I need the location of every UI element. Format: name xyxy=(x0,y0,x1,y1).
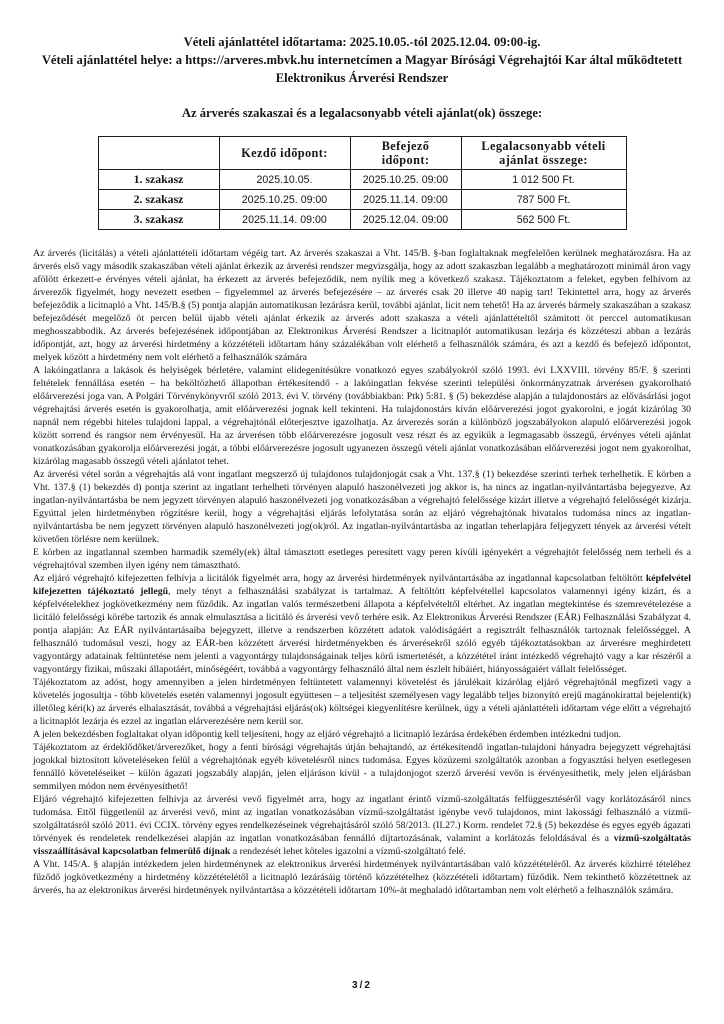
table-row xyxy=(98,170,626,190)
paragraph xyxy=(33,676,691,728)
page-number: 3/2 xyxy=(352,980,372,991)
paragraph xyxy=(33,247,691,364)
table-cell: 3. szakasz xyxy=(98,210,219,230)
table-cell: 562 500 Ft. xyxy=(461,210,626,230)
table-cell: 1. szakasz xyxy=(98,170,219,190)
text-run: A lakóingatlanra a lakások és helyiségek bérletére, valamint elidegenítésükre vonatkozó egyes szabályokról szóló 1993. évi LXXVIII. törvény 85/F. § szerinti feltételek fennállása esetén – ha beköltözhető állapotban értékesítendő - a lakóingatlan fekvése szerinti települési önkormányzatnak árverésen gyakorolható előárverezési joga van. A Polgári Törvénykönyvről szóló 2013. évi V. törvény (továbbiakban: Ptk) 5:81. § (5) bekezdése alapján a tulajdonostárs az elővásárlási jogot végrehajtási árverés esetén is gyakorolhatja, amit előárverezési jognak kell tekinteni. Ha tulajdonostárs kíván előárverezési jogot gyakorolni, e jogát kizárólag 30 napnál nem régebbi hiteles tulajdoni lappal, a végrehajtónál előterjesztve igazolhatja. Az árverezés során a különböző jogszabályokon alapuló előárverezési jogok között sorrend és rangsor nem érvényesül. Ha az árverésen több előárverezésre jogosult vesz részt és az egyikük a legmagasabb összegű, érvényes vételi ajánlat vonatkozásában gyakorolja előárverezési jogát, a többi előárverezésre jogosult ugyanezen összegű vételi ajánlat vonatkozásában előárverezési jogot nem gyakorolhat, kizárólag magasabb összegű vételi ajánlatot tehet. xyxy=(33,365,691,467)
table-header-row xyxy=(98,137,626,170)
paragraph xyxy=(33,793,691,858)
paragraph xyxy=(33,546,691,572)
table-cell: 1 012 500 Ft. xyxy=(461,170,626,190)
table-cell: 787 500 Ft. xyxy=(461,190,626,210)
table-cell: 2025.12.04. 09:00 xyxy=(350,210,461,230)
text-run: , mely tényt a felhasználási szabályzat is tartalmaz. A feltöltött képfelvétellel kapcsolatos valamennyi igény kizárt, és a képfelvételekhez jogkövetkezmény nem fűződik. Az ingatlan valós természetbeni állapota a képfelvételtől eltérhet. Az ingatlan megtekintése és szemrevételezése a licitáló felelősségi körébe tartozik és annak elmulasztása a licitáló és árverési vevő terhére esik. Az Elektronikus Árverési Rendszer (EÁR) Felhasználási Szabályzat 4. pontja alapján: Az EÁR nyilvántartásaiba bejegyzett, illetve a rendszerben közzétett adatok valódiságáért a regisztrált felhasználók tartoznak felelősséggel. A felhasználó tudomásul veszi, hogy az EÁR-ben közzétett árverési hirdetményekben és árverésekről szóló egyéb tájékoztatásokban az árverésre meghirdetett vagyontárgy adatainak feltüntetése nem jelenti a vagyontárgy tulajdonságainak teljes körű ismertetését, a közzététel iránt intézkedő végrehajtó vagy a kar részéről a vagyontárgy fizikai, műszaki állapotáért, minőségéért, továbbá a vagyontárgy felhasználó által nem észlelt hibáiért, hiányosságaiért vállalt felelősséget. xyxy=(33,586,691,675)
table-cell: 2025.11.14. 09:00 xyxy=(219,210,350,230)
table-header-cell: Befejező időpont: xyxy=(350,137,461,170)
table-header-cell xyxy=(98,137,219,170)
text-run: Az eljáró végrehajtó kifejezetten felhívja a licitálók figyelmét arra, hogy az árverési hirdetmények nyilvántartásába az ingatlannal kapcsolatban feltöltött xyxy=(33,573,646,584)
body-text xyxy=(33,247,691,897)
text-run: E körben az ingatlannal szemben harmadik személy(ek) által támasztott esetleges peresített vagy peren kívüli igényekért a végrehajtót felelősség nem terheli és a végrehajtóval szemben ilyen igény nem támasztható. xyxy=(33,547,691,571)
text-run: A Vht. 145/A. § alapján intézkedem jelen hirdetménynek az elektronikus árverési hirdetmények nyilvántartásában való közzétételéről. Az árverés közhirré tételéhez fűződő jogkövetkezmény a hirdetmény közzétételétől a licitnapló lezárásáig történő közzétételhez (közzétételi időtartam) fűződik. Nem tekinthető közzétettnek az árverés, ha az elektronikus árverési hirdetmények nyilvántartása a közzétételi időtartam 10%-át meghaladó időtartamban nem volt elérhető a felhasználók számára. xyxy=(33,859,691,896)
text-run: a rendezését lehet köteles igazolni a vízmű-szolgáltató felé. xyxy=(230,846,466,857)
table-header-cell: Kezdő időpont: xyxy=(219,137,350,170)
table-cell: 2025.10.05. xyxy=(219,170,350,190)
document-header xyxy=(36,0,688,87)
paragraph xyxy=(33,728,691,741)
text-run: Az árverés (licitálás) a vételi ajánlattételi időtartam végéig tart. Az árverés szakaszai a Vht. 145/B. §-ban foglaltaknak megfelelően kerülnek meghatározásra. Ha az árverés első vagy második szakaszában vételi ajánlat érkezik az árverési rendszer megvizsgálja, hogy az adott szakaszban legalább a meghatározott minimál áron vagy afölött érkezett-e érvényes vételi ajánlat, ha érkezett az árverés befejeződik, nem nyílik meg a következő szakasz. Tájékoztatom a feleket, egyben felhívom az árverezők figyelmét, hogy nevezett esetben – figyelemmel az árverés befejezésére – az árverés csak 20 illetve 40 napig tart! Tekintettel arra, hogy az árverés befejeződik a licitnapló a Vht. 145/B.§ (5) pontja alapján automatikusan lezárásra kerül, további ajánlat, licit nem tehető! Ha az árverés bármely szakaszában a szakasz befejeződését megelőző öt percen belül újabb vételi ajánlat érkezik az árverés adott szakasza a vételi ajánlattételtől számított öt perccel automatikusan meghosszabbodik. Az árverés befejezésének időpontjában az Elektronikus Árverési Rendszer a licitnaplót automatikusan lezárja és közzéteszi abban a lezárás időpontját, azt, hogy az árverési hirdetmény a közzétételi időtartam hány százalékában volt elérhető a felhasználók számára, és azt a kezdő és befejező időpontot, melyek között a hirdetmény nem volt elérhető a felhasználók számára xyxy=(33,248,691,363)
text-run: Eljáró végrehajtó kifejezetten felhívja az árverési vevő figyelmét arra, hogy az ingatlant érintő vízmű-szolgáltatás felfüggesztéséről vagy korlátozásáról nincs tudomása. Ettől függetlenül az árverési vevő, mint az ingatlan vonatkozásában vízmű-szolgáltatást igénybe vevő tulajdonos, mint lakossági felhasználó a vízmű-szolgáltatásról szóló 2011. évi CCIX. törvény egyes rendelkezéseinek végrehajtásáról szóló 58/2013. (II.27.) Korm. rendelet 72.§ (5) bekezdése és egyes egyéb ágazati törvények és rendeletek rendelkezései alapján az ingatlan vonatkozásában fennálló díjtartozásának, valamint a korlátozás feloldásával és a xyxy=(33,794,691,844)
offer-place-line: Vételi ajánlattétel helye: a https://arveres.mbvk.hu internetcímen a Magyar Bírósági Végrehajtói Kar által működtetett Elektronikus Árverési Rendszer xyxy=(41,53,683,85)
offer-period-line: Vételi ajánlattétel időtartama: 2025.10.05.-tól 2025.12.04. 09:00-ig. xyxy=(183,35,541,49)
bold-run: vízmű-szolgáltatás visszaállításával kapcsolatban felmerülő díjnak xyxy=(33,833,691,857)
text-run: A jelen bekezdésben foglaltakat olyan időpontig kell teljesíteni, hogy az eljáró végrehajtó a licitnapló lezárása érdekében érdemben intézkedni tudjon. xyxy=(33,729,622,740)
table-row xyxy=(98,210,626,230)
table-header-cell: Legalacsonyabb vételi ajánlat összege: xyxy=(461,137,626,170)
paragraph xyxy=(33,858,691,897)
paragraph xyxy=(33,572,691,676)
table-body xyxy=(98,170,626,230)
text-run: Tájékoztatom az adóst, hogy amennyiben a jelen hirdetményen feltüntetett valamennyi követelést és járulékait kizárólag eljáró végrehajtónál megfizeti vagy a követelés jogosultja - több követelés esetén valamennyi jogosult együttesen – a teljesítést személyesen vagy legalább teljes bizonyító erejű magánokirattal bejelenti(k) illetőleg kéri(k) az árverés elhalasztását, továbbá a végrehajtási eljárás(ok) költségei kiegyenlítésre kerülnek, úgy a vételi ajánlattételi időtartam vége előtt a végrehajtó a licitnaplót lezárja és ezzel az ingatlan elárverezésére nem kerül sor. xyxy=(33,677,691,727)
bold-run: képfelvétel kifejezetten tájékoztató jellegű xyxy=(33,573,691,597)
paragraph xyxy=(33,741,691,793)
paragraph xyxy=(33,468,691,546)
phases-table-title: Az árverés szakaszai és a legalacsonyabb vételi ajánlat(ok) összege: xyxy=(181,106,543,120)
table-cell: 2025.11.14. 09:00 xyxy=(350,190,461,210)
text-run: Az árverési vétel során a végrehajtás alá vont ingatlant megszerző új tulajdonos tulajdonjogát csak a Vht. 137.§ (1) bekezdése szerinti terhek terhelhetik. E körben a Vht. 137.§ (1) bekezdés d) pontja szerint az ingatlant terhelheti törvényen alapuló haszonélvezeti jog akkor is, ha nincs az ingatlan-nyilvántartásba bejegyezve. Az ingatlan-nyilvántartásba be nem jegyzett törvényen alapuló haszonélvezeti jog vonatkozásában a végrehajtó felelőssége kizárt illetve a végrehajtó felelősségét kizárja. Egyúttal jelen hirdetményben rögzítésre kerül, hogy a végrehajtási eljárás lefolytatása során az eljáró végrehajtónak hivatalos tudomása nincs az ingatlan-nyilvántartásba be nem jegyzett törvényen alapuló haszonélvezeti jog(ok)ról. Az ingatlan-nyilvántartásba az ingatlan teherlapjára feljegyzett tények az árverési vételt követően törlésre nem kerülnek. xyxy=(33,469,691,545)
paragraph xyxy=(33,364,691,468)
table-cell: 2025.10.25. 09:00 xyxy=(219,190,350,210)
text-run: Tájékoztatom az érdeklődőket/árverezőket, hogy a fenti bírósági végrehajtás útján behajtandó, az értékesítendő ingatlan-tulajdoni hányadra bejegyzett végrehajtási jogokkal biztosított követeléseken felül a végrehajtónak egyéb követelésről nincs tudomása. Egyes közüzemi szolgáltatók azonban a fogyasztási helyen esetlegesen fennálló követeléseiket – külön ágazati jogszabály alapján, jelen eljáráson kívül - a tulajdonjogot szerző árverési vevőn is érvényesíthetik, mely jelen eljárásban semmilyen módon nem érvényesíthető! xyxy=(33,742,691,792)
table-cell: 2. szakasz xyxy=(98,190,219,210)
table-cell: 2025.10.25. 09:00 xyxy=(350,170,461,190)
auction-phases-table xyxy=(98,136,627,230)
table-row xyxy=(98,190,626,210)
